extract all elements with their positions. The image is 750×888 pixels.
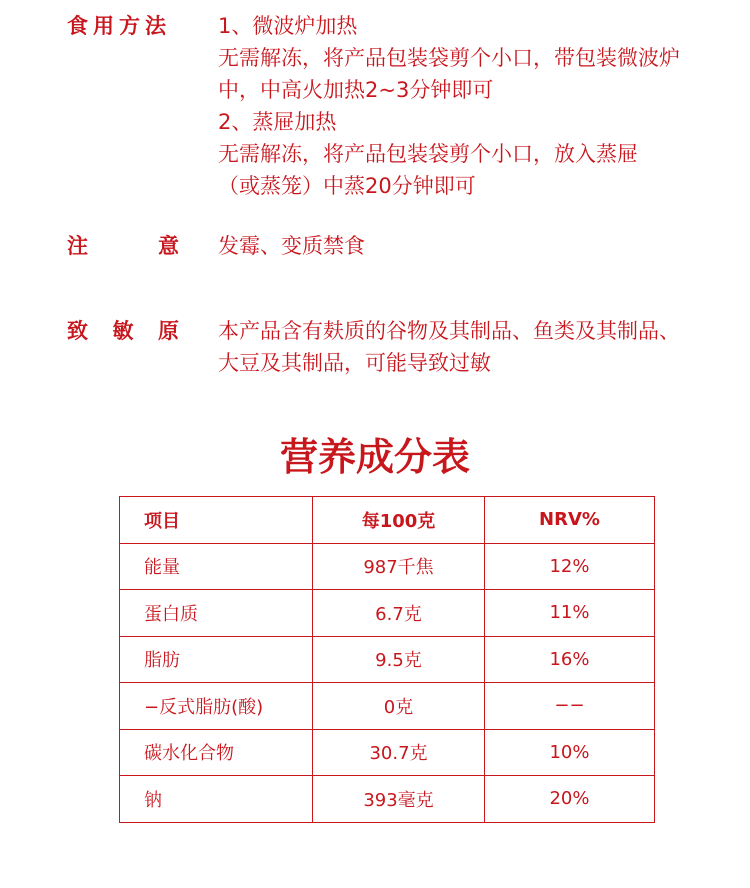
- usage-label-text: 食用方法: [67, 14, 171, 38]
- table-row: [120, 590, 655, 637]
- notice-label-char: 意: [158, 234, 179, 258]
- allergen-label-char: 原: [158, 319, 179, 343]
- notice-label-char: 注: [67, 234, 88, 258]
- table-row: [120, 543, 655, 590]
- row-amount: 9.5克: [313, 636, 485, 683]
- row-item: 能量: [120, 543, 313, 590]
- header-item: 项目: [120, 497, 313, 544]
- table-row: [120, 683, 655, 730]
- row-nrv: −−: [485, 683, 655, 730]
- header-nrv: NRV%: [485, 497, 655, 544]
- nutrition-header-row: [120, 497, 655, 544]
- row-nrv: 20%: [485, 776, 655, 823]
- usage-line: 中，中高火加热2~3分钟即可: [218, 78, 494, 102]
- row-amount: 393毫克: [313, 776, 485, 823]
- row-amount: 987千焦: [313, 543, 485, 590]
- table-row: [120, 729, 655, 776]
- row-item: 碳水化合物: [120, 729, 313, 776]
- allergen-content: [218, 315, 738, 379]
- usage-line: （或蒸笼）中蒸20分钟即可: [218, 174, 476, 198]
- row-nrv: 11%: [485, 590, 655, 637]
- row-nrv: 10%: [485, 729, 655, 776]
- notice-text: 发霉、变质禁食: [218, 234, 365, 258]
- allergen-label-char: 敏: [112, 319, 134, 343]
- header-per-100g: 每100克: [313, 497, 485, 544]
- row-nrv: 16%: [485, 636, 655, 683]
- row-item: 脂肪: [120, 636, 313, 683]
- table-row: [120, 776, 655, 823]
- row-amount: 6.7克: [313, 590, 485, 637]
- allergen-label-char: 致: [67, 319, 88, 343]
- row-nrv: 12%: [485, 543, 655, 590]
- allergen-line: 大豆及其制品，可能导致过敏: [218, 351, 491, 375]
- usage-line: 无需解冻，将产品包装袋剪个小口，放入蒸屉: [218, 142, 638, 166]
- notice-label: [67, 230, 179, 262]
- row-item: −反式脂肪(酸): [120, 683, 313, 730]
- usage-label: [67, 10, 179, 42]
- usage-line: 1、微波炉加热: [218, 14, 358, 38]
- usage-content: [218, 10, 738, 202]
- nutrition-table: [119, 496, 655, 823]
- usage-line: 2、蒸屉加热: [218, 110, 337, 134]
- table-row: [120, 636, 655, 683]
- row-item: 钠: [120, 776, 313, 823]
- row-amount: 30.7克: [313, 729, 485, 776]
- notice-content: [218, 230, 738, 262]
- nutrition-title: 营养成分表: [279, 435, 470, 479]
- usage-line: 无需解冻，将产品包装袋剪个小口，带包装微波炉: [218, 46, 680, 70]
- allergen-line: 本产品含有麸质的谷物及其制品、鱼类及其制品、: [218, 319, 680, 343]
- allergen-label: [67, 315, 179, 347]
- row-item: 蛋白质: [120, 590, 313, 637]
- row-amount: 0克: [313, 683, 485, 730]
